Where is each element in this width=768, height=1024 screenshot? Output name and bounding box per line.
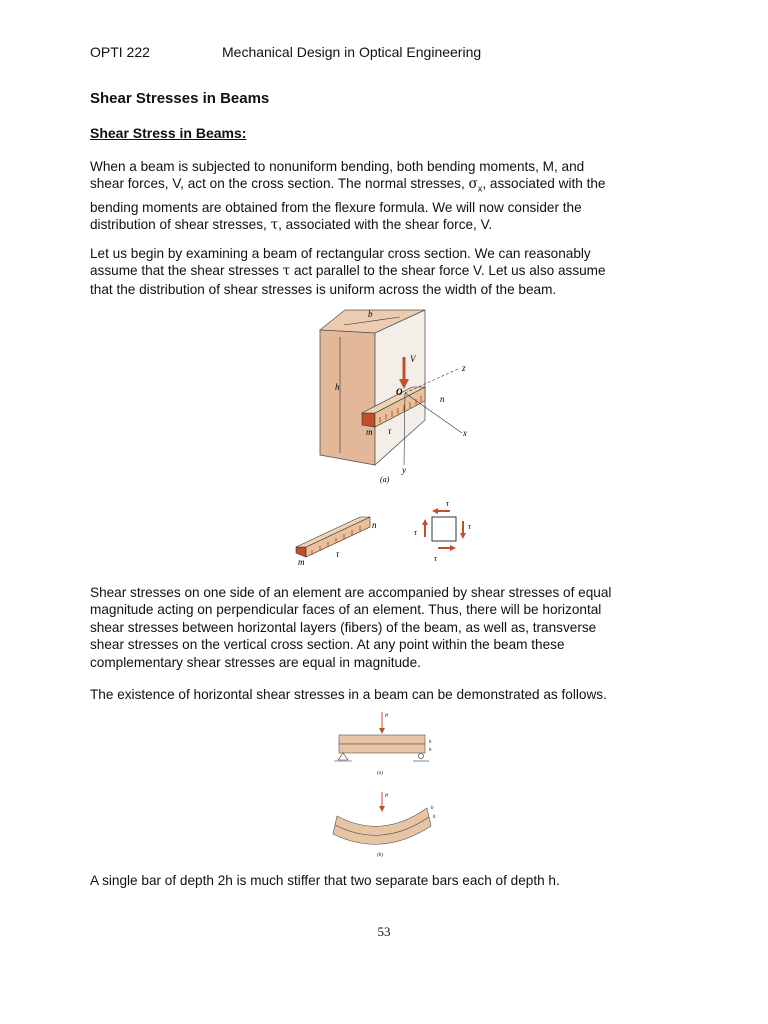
section-heading: Shear Stresses in Beams <box>90 90 270 107</box>
label-O: O <box>396 387 403 397</box>
svg-text:h: h <box>429 740 432 745</box>
stress-element <box>432 517 456 541</box>
label-z: z <box>462 363 466 373</box>
course-code: OPTI 222 <box>90 44 150 60</box>
paragraph-5: A single bar of depth 2h is much stiffer that two separate bars each of depth h. <box>90 873 560 888</box>
support-right-a <box>419 754 424 759</box>
label-m: m <box>366 427 373 437</box>
svg-text:h: h <box>431 806 434 811</box>
label-tau: τ <box>388 426 392 436</box>
svg-text:τ: τ <box>468 522 471 531</box>
svg-text:τ: τ <box>414 528 417 537</box>
strip-label-m: m <box>298 557 305 565</box>
label-y: y <box>402 465 406 475</box>
svg-text:τ: τ <box>446 499 449 508</box>
label-b: b <box>368 309 373 319</box>
paragraph-2: Let us begin by examining a beam of rectangular cross section. We can reasonably assume that the shear stresses τ act parallel to the shear force V. Let us also assume that the distribution of shear stresses is uniform across the width of the beam. <box>90 246 606 297</box>
svg-text:P: P <box>385 714 389 719</box>
label-n: n <box>440 394 445 404</box>
svg-text:(a): (a) <box>377 771 383 776</box>
label-x: x <box>463 428 467 438</box>
svg-text:(b): (b) <box>377 853 383 858</box>
shear-strip-end <box>362 413 375 427</box>
strip-label-tau: τ <box>336 549 340 559</box>
svg-text:h: h <box>433 815 436 820</box>
shear-strip-figure <box>290 495 490 565</box>
stacked-bars-figure <box>325 708 445 858</box>
lower-bar-a <box>339 744 425 753</box>
svg-text:P: P <box>385 794 389 799</box>
svg-text:h: h <box>429 748 432 753</box>
support-left-a <box>338 753 348 760</box>
label-h: h <box>335 382 340 392</box>
upper-bar-a <box>339 735 425 744</box>
label-V: V <box>410 354 416 364</box>
course-title: Mechanical Design in Optical Engineering <box>222 44 482 60</box>
paragraph-4: The existence of horizontal shear stresses in a beam can be demonstrated as follows. <box>90 687 607 702</box>
paragraph-1: When a beam is subjected to nonuniform bending, both bending moments, M, and shear forces, V, act on the cross section. The normal stresses, $\sigma_x$, associated with the bending moments are obtained from the flexure formula. We will now consider the distribution of shear stresses, τ, associated with the shear force, V. <box>90 159 606 233</box>
subsection-heading: Shear Stress in Beams: <box>90 125 247 141</box>
page-number: 53 <box>377 924 391 939</box>
beam-cross-section-figure <box>300 305 490 490</box>
svg-text:τ: τ <box>434 554 437 563</box>
figure-caption-a: (a) <box>380 475 390 484</box>
paragraph-3: Shear stresses on one side of an element are accompanied by shear stresses of equal magnitude acting on perpendicular faces of an element. Thus, there will be horizontal shear stresses between horizontal layers (fibers) of the beam, as well as, transverse shear stresses on the vertical cross section. At any point within the beam these complementary shear stresses are equal in magnitude. <box>90 585 612 670</box>
cube-left-face <box>320 330 375 465</box>
strip-label-n: n <box>372 520 377 530</box>
